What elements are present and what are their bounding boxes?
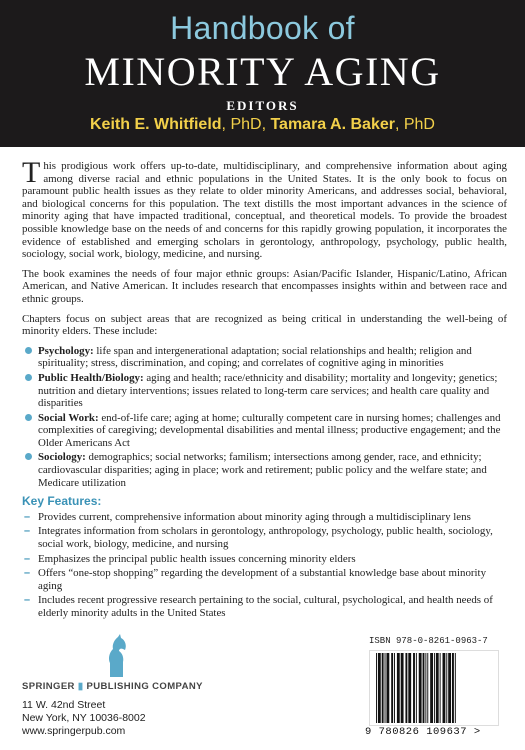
barcode-bar	[446, 653, 447, 723]
editor-2-degree: , PhD	[394, 116, 435, 133]
intro-paragraph-1	[22, 156, 507, 261]
topic-item	[22, 372, 507, 410]
barcode-bar	[434, 653, 435, 723]
barcode-bar	[376, 653, 377, 723]
barcode-bar	[405, 653, 407, 723]
bullet-dot-icon	[25, 347, 32, 354]
key-feature-item	[22, 594, 507, 619]
dash-bullet: –	[24, 510, 31, 523]
bullet-dot-icon	[25, 374, 32, 381]
bullet-dot-icon	[25, 453, 32, 460]
editor-2-name: Tamara A. Baker	[270, 116, 395, 133]
address-line-2: New York, NY 10036-8002	[22, 712, 146, 724]
topic-item	[22, 345, 507, 370]
barcode-bar	[427, 653, 428, 723]
topic-list	[22, 345, 507, 490]
barcode-bar	[443, 653, 446, 723]
barcode-bar	[436, 653, 439, 723]
editor-1-name: Keith E. Whitfield	[90, 116, 222, 133]
barcode-bar	[408, 653, 411, 723]
dash-bullet: –	[24, 525, 31, 538]
publisher-name-separator: ▮	[74, 681, 87, 692]
barcode-bar	[423, 653, 425, 723]
dash-bullet: –	[24, 594, 31, 607]
dash-bullet: –	[24, 552, 31, 565]
publisher-website: www.springerpub.com	[22, 725, 126, 737]
intro-paragraph-1-text: his prodigious work offers up-to-date, multidisciplinary, and comprehensive information about aging among diverse racial and ethnic populations in the United States. It is the only book to focus on paramount public health issues as they relate to older minority Americans, and addresses social, behavioral, and biological concerns for this population. The text distills the most important advances in the science of minority aging that have impacted traditional, conceptual, and theoretical models. To provide the broadest possible knowledge base on the needs of and concerns for this rapidly growing population, it incorporates the evidence of established and emerging scholars in gerontology, anthropology, psychology, public health, sociology, social work, biology, medicine, and nursing.	[22, 160, 507, 261]
key-feature-text: Provides current, comprehensive information about minority aging through a multidisciplinary lens	[38, 510, 471, 523]
publisher-name-part-2: PUBLISHING COMPANY	[86, 681, 203, 692]
barcode-bar	[416, 653, 417, 723]
key-feature-text: Includes recent progressive research pertaining to the social, cultural, psychological, and health needs of elderly minority adults in the United States	[38, 594, 493, 619]
topic-heading: Psychology:	[38, 344, 94, 357]
title-line-1: Handbook of	[170, 10, 355, 46]
intro-paragraph-3: Chapters focus on subject areas that are recognized as being critical in understanding the well-being of minority elders. These include:	[22, 312, 507, 338]
bullet-dot-icon	[25, 414, 32, 421]
drop-cap: T	[22, 156, 41, 189]
key-feature-text: Offers “one-stop shopping” regarding the development of a substantial knowledge base about minority aging	[38, 567, 487, 592]
barcode-bar	[378, 653, 381, 723]
barcode-number: 9 780826 109637 >	[365, 726, 481, 738]
key-feature-item	[22, 525, 507, 550]
key-features-heading: Key Features:	[22, 494, 102, 509]
topic-text: end-of-life care; aging at home; culturally competent care in nursing homes; challenges and complexities of caregiving; developmental disabilities and mental illness; productive engagement; and the Older Americans Act	[38, 411, 501, 449]
address-line-1: 11 W. 42nd Street	[22, 699, 106, 711]
dash-bullet: –	[24, 567, 31, 580]
key-feature-item	[22, 553, 507, 566]
editors-label: EDITORS	[226, 98, 299, 113]
editor-separator: ,	[261, 116, 271, 133]
barcode-bar	[391, 653, 393, 723]
editors-line	[0, 116, 525, 134]
barcode-bar	[419, 653, 422, 723]
barcode-bar	[382, 653, 384, 723]
key-feature-item	[22, 511, 507, 524]
barcode-bars	[369, 650, 499, 726]
barcode-bar	[455, 653, 456, 723]
publisher-block	[22, 633, 222, 743]
topic-heading: Sociology:	[38, 451, 86, 464]
intro-paragraph-2: The book examines the needs of four major ethnic groups: Asian/Pacific Islander, Hispanic/Latino, African American, and Native American. It includes research that encompasses insights within and between race and ethnic groups.	[22, 267, 507, 305]
title-line-2: MINORITY AGING	[84, 49, 441, 94]
editor-1-degree: , PhD	[221, 116, 262, 133]
barcode-bar	[397, 653, 400, 723]
barcode-bar	[448, 653, 451, 723]
barcode-bar	[386, 653, 389, 723]
barcode-bar	[413, 653, 415, 723]
key-features-list	[22, 511, 507, 620]
barcode-bar	[385, 653, 386, 723]
key-feature-item	[22, 567, 507, 592]
topic-text: aging and health; race/ethnicity and disability; mortality and longevity; genetics; nutrition and dietary interventions; issues related to long-term care services; and health care quality and disparities	[38, 371, 498, 410]
topic-item	[22, 412, 507, 450]
barcode-bar	[394, 653, 395, 723]
cover-header	[0, 0, 525, 147]
key-feature-text: Integrates information from scholars in gerontology, anthropology, psychology, public health, sociology, social work, biology, medicine, and nursing	[38, 525, 493, 551]
key-feature-text: Emphasizes the principal public health issues concerning minority elders	[38, 552, 356, 565]
barcode-bar	[401, 653, 404, 723]
publisher-address	[22, 699, 146, 738]
barcode-block	[365, 636, 503, 742]
publisher-name	[22, 681, 203, 692]
topic-text: demographics; social networks; familism; intersections among gender, race, and ethnicity; cardiovascular disparities; aging in place; work and retirement; public policy and the welfare state; and Medicare utilization	[38, 451, 487, 489]
topic-item	[22, 451, 507, 489]
publisher-name-part-1: SPRINGER	[22, 681, 75, 692]
barcode-bar	[425, 653, 426, 723]
topic-heading: Social Work:	[38, 411, 99, 424]
barcode-bar	[430, 653, 433, 723]
isbn-label: ISBN 978-0-8261-0963-7	[369, 636, 488, 646]
description-body	[22, 156, 507, 622]
springer-knight-logo-icon	[104, 633, 130, 678]
barcode-bar	[452, 653, 454, 723]
barcode-bar	[440, 653, 441, 723]
topic-heading: Public Health/Biology:	[38, 371, 144, 384]
topic-text: life span and intergenerational adaptation; social relationships and health; religion and spirituality; stress, discrimination, and coping; and correlates of cognitive aging in minorities	[38, 344, 472, 370]
